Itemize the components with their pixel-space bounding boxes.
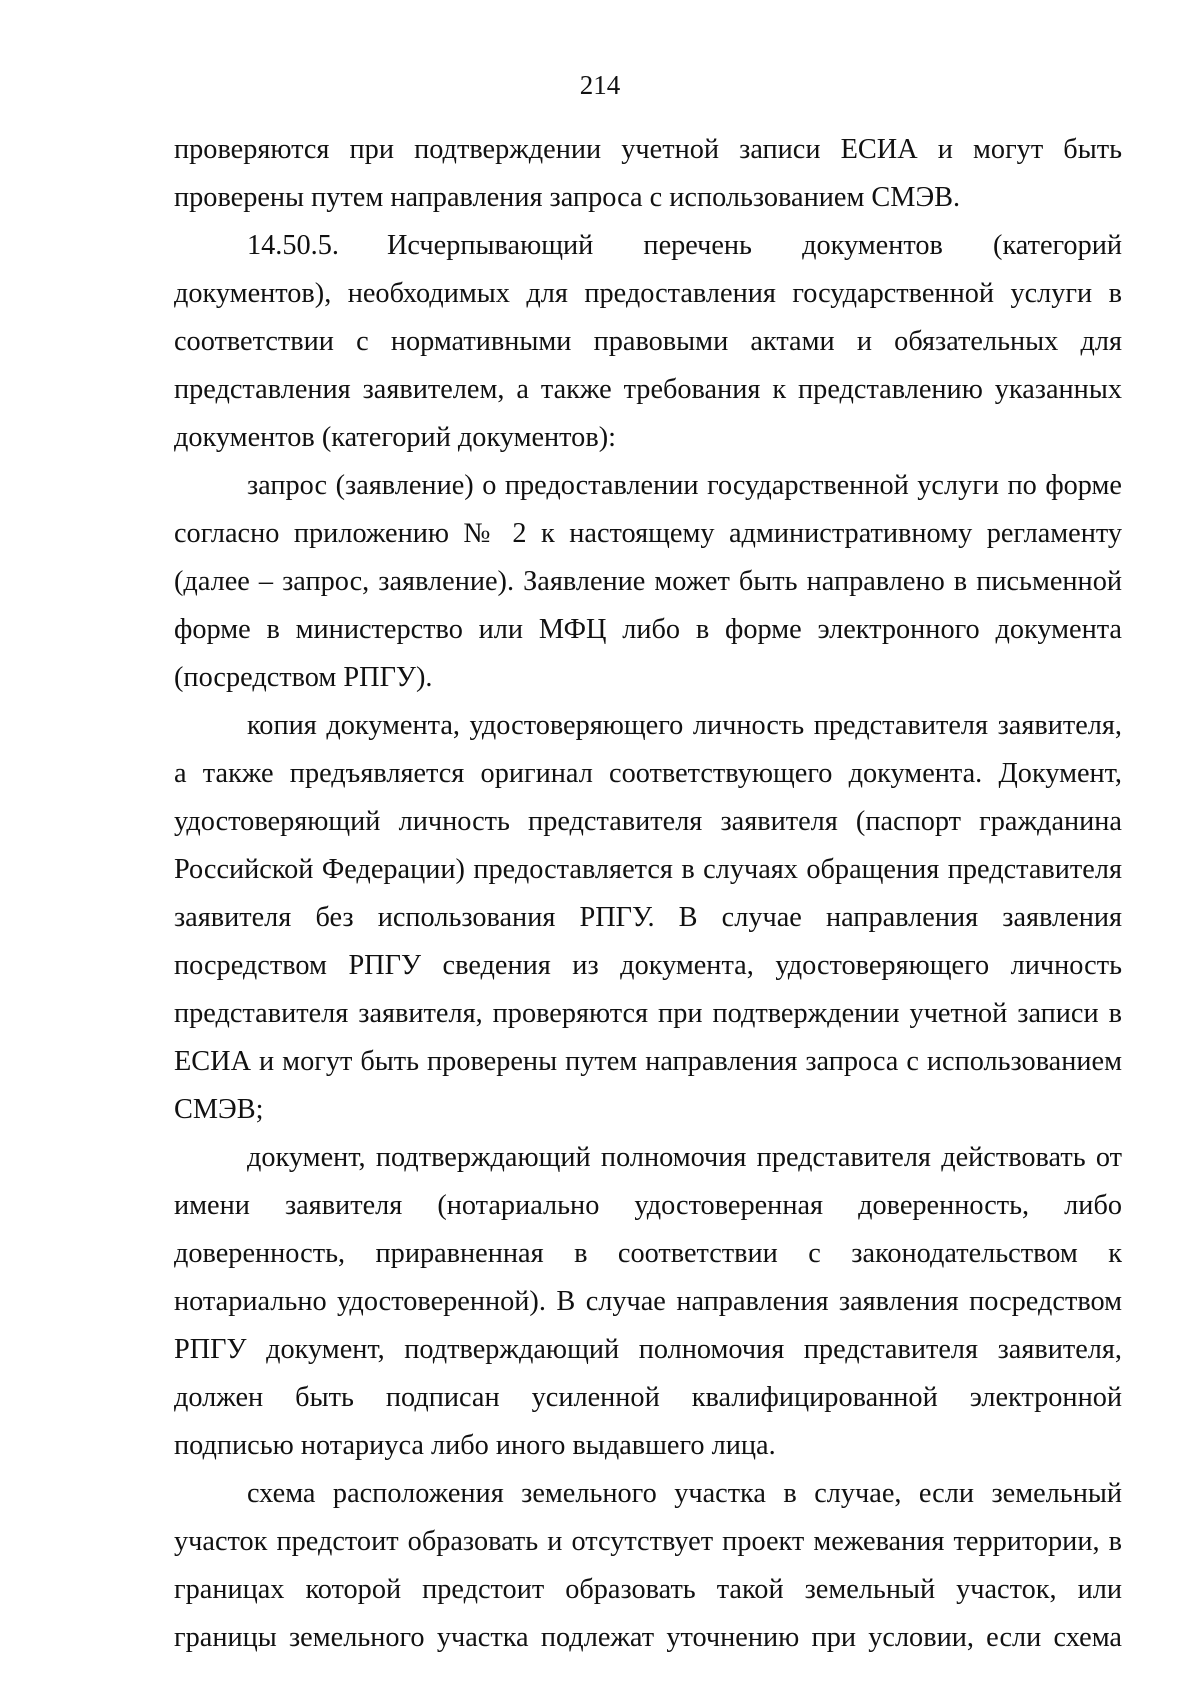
paragraph-request-form: запрос (заявление) о предоставлении государственной услуги по форме согласно приложению № 2 к настоящему административному регламенту (далее – запрос, заявление). Заявление может быть направлено в письменной форме в министерство или МФЦ либо в форме электронного документа (посредством РПГУ).: [174, 470, 1122, 693]
section-number: 14.50.5.: [247, 230, 339, 261]
document-body: [174, 126, 1122, 1662]
page-number: 214: [579, 70, 621, 100]
paragraph-section-14-50-5: [174, 222, 1122, 462]
section-text: Исчерпывающий перечень документов (категорий документов), необходимых для предоставления государственной услуги в соответствии с нормативными правовыми актами и обязательных для представления заявителем, а также требования к представлению указанных документов (категорий документов):: [174, 230, 1122, 453]
paragraph-identity-copy: копия документа, удостоверяющего личность представителя заявителя, а также предъявляется оригинал соответствующего документа. Документ, удостоверяющий личность представителя заявителя (паспорт гражданина Российской Федерации) предоставляется в случаях обращения представителя заявителя без использования РПГУ. В случае направления заявления посредством РПГУ сведения из документа, удостоверяющего личность представителя заявителя, проверяются при подтверждении учетной записи в ЕСИА и могут быть проверены путем направления запроса с использованием СМЭВ;: [174, 710, 1122, 1125]
paragraph-continuation: проверяются при подтверждении учетной записи ЕСИА и могут быть проверены путем направления запроса с использованием СМЭВ.: [174, 134, 1122, 213]
paragraph-land-scheme: схема расположения земельного участка в случае, если земельный участок предстоит образовать и отсутствует проект межевания территории, в границах которой предстоит образовать такой земельный участок, или границы земельного участка подлежат уточнению при условии, если схема: [174, 1478, 1122, 1653]
paragraph-authority-document: документ, подтверждающий полномочия представителя действовать от имени заявителя (нотариально удостоверенная доверенность, либо доверенность, приравненная в соответствии с законодательством к нотариально удостоверенной). В случае направления заявления посредством РПГУ документ, подтверждающий полномочия представителя заявителя, должен быть подписан усиленной квалифицированной электронной подписью нотариуса либо иного выдавшего лица.: [174, 1142, 1122, 1461]
